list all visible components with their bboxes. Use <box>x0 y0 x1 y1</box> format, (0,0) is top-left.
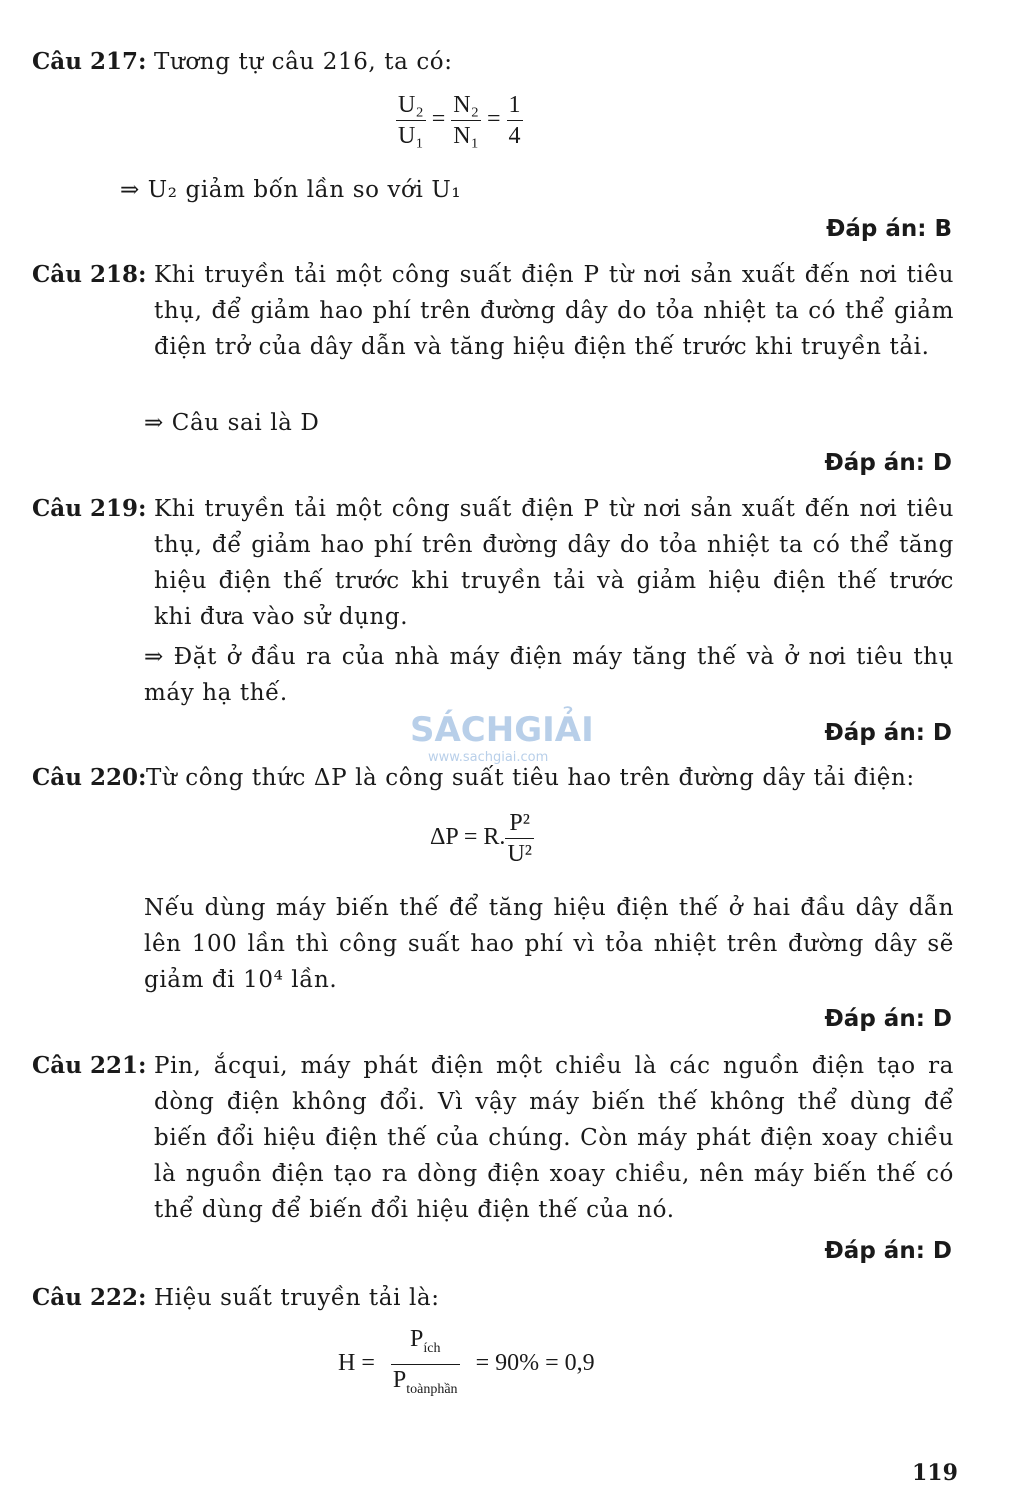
watermark <box>410 710 594 765</box>
question-222 <box>32 1280 954 1316</box>
fraction-u: $\frac{\text{U₂}}{\text{U₁}}$ <box>398 92 424 149</box>
question-220 <box>32 760 954 796</box>
question-218 <box>32 257 954 365</box>
question-label: Câu 219: <box>32 495 147 522</box>
formula-rhs: = 90% = 0,9 <box>475 1349 595 1376</box>
explanation-220: Nếu dùng máy biến thế để tăng hiệu điện thế ở hai đầu dây dẫn lên 100 lần thì công suất hao phí vì tỏa nhiệt trên đường dây sẽ giảm đi 10⁴ lần. <box>144 895 954 993</box>
question-217 <box>32 44 954 80</box>
question-label: Câu 218: <box>32 261 147 288</box>
result-218: ⇒ Câu sai là D <box>144 410 320 436</box>
formula-lhs: H = <box>338 1349 375 1376</box>
formula-220 <box>430 808 534 869</box>
question-label: Câu 220: <box>32 764 147 791</box>
question-text: Từ công thức ΔP là công suất tiêu hao trên đường dây tải điện: <box>146 765 915 791</box>
formula-217: $\frac{\text{U₂}}{\text{U₁}}$ = $\frac{\text{N₂}}{\text{N₁}}$ = $\frac{1}{4}$ <box>398 92 521 149</box>
result-217: ⇒ U₂ giảm bốn lần so với U₁ <box>120 177 462 203</box>
fraction-p-u: $\frac{\text{P²}}{\text{U²}}$ <box>507 810 532 867</box>
question-221 <box>32 1048 954 1228</box>
watermark-url: www.sachgiai.com <box>428 750 549 765</box>
question-label: Câu 221: <box>32 1052 147 1079</box>
result-219: ⇒ Đặt ở đầu ra của nhà máy điện máy tăng thế và ở nơi tiêu thụ máy hạ thế. <box>144 644 954 706</box>
question-text: Khi truyền tải một công suất điện P từ nơi sản xuất đến nơi tiêu thụ, để giảm hao phí trên đường dây do tỏa nhiệt ta có thể giảm điện trở của dây dẫn và tăng hiệu điện thế trước khi truyền tải. <box>154 262 954 360</box>
answer-218: Đáp án: D <box>824 450 952 476</box>
fraction-n: $\frac{\text{N₂}}{\text{N₁}}$ <box>453 92 479 149</box>
page-number: 119 <box>912 1460 958 1486</box>
answer-221: Đáp án: D <box>824 1238 952 1264</box>
question-label: Câu 222: <box>32 1284 147 1311</box>
formula-222 <box>338 1324 595 1405</box>
answer-219: Đáp án: D <box>824 720 952 746</box>
question-219 <box>32 491 954 635</box>
question-text: Hiệu suất truyền tải là: <box>154 1285 440 1311</box>
question-text: Tương tự câu 216, ta có: <box>154 49 453 75</box>
question-label: Câu 217: <box>32 48 147 75</box>
fraction-ratio: $\frac{1}{4}$ <box>508 92 521 149</box>
formula-lhs: ΔP = R. <box>430 824 506 851</box>
question-text: Khi truyền tải một công suất điện P từ nơi sản xuất đến nơi tiêu thụ, để giảm hao phí trên đường dây do tỏa nhiệt ta có thể tăng hiệu điện thế trước khi truyền tải và giảm hiệu điện thế trước khi đưa vào sử dụng. <box>154 496 954 630</box>
answer-220: Đáp án: D <box>824 1006 952 1032</box>
answer-217: Đáp án: B <box>826 216 952 242</box>
fraction-efficiency: $\frac{P_{ích}}{P_{toànphần}}$ <box>392 1326 458 1397</box>
question-text: Pin, ắcqui, máy phát điện một chiều là các nguồn điện tạo ra dòng điện không đổi. Vì vậy máy biến thế không thể dùng để biến đổi hiệu điện thế của chúng. Còn máy phát điện xoay chiều là nguồn điện tạo ra dòng điện xoay chiều, nên máy biến thế có thể dùng để biến đổi hiệu điện thế của nó. <box>154 1053 954 1223</box>
watermark-brand: SÁCHGIẢI <box>410 710 594 750</box>
